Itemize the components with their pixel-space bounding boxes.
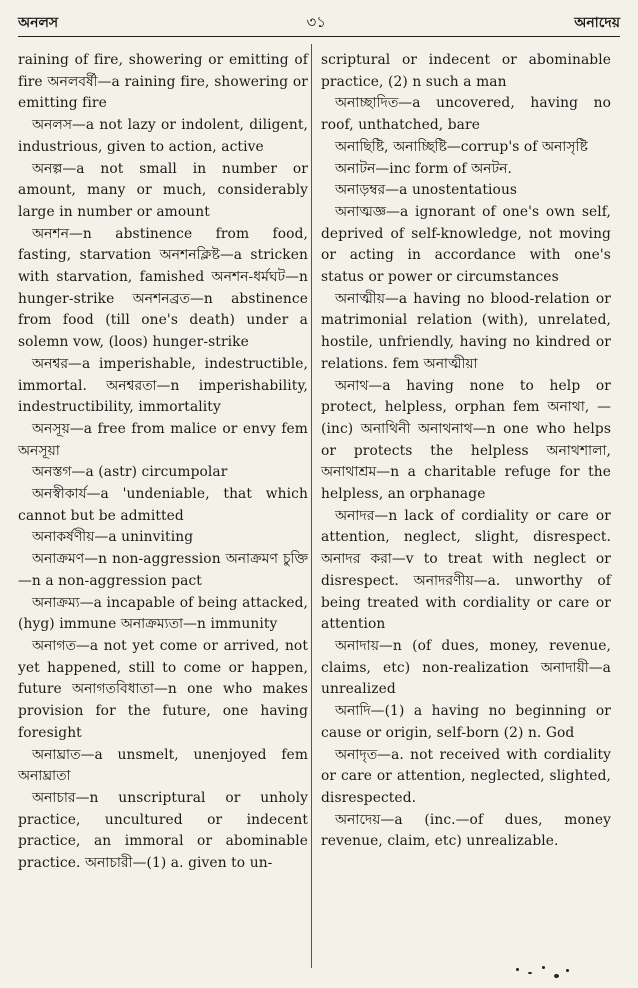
page-number: ৩১ — [306, 12, 326, 31]
header-first-word: অনলস — [18, 15, 59, 31]
print-specks — [508, 962, 578, 982]
right-column — [321, 50, 611, 978]
header-last-word: অনাদেয় — [574, 15, 620, 31]
dictionary-entry: অনাদি—(1) a having no beginning or cause or origin, self-born (2) n. God — [321, 703, 611, 741]
dictionary-entry: অনসূয়—a free from malice or envy fem অনসূয়া — [18, 420, 308, 459]
dictionary-entry: raining of fire, showering or emitting of fire অনলবর্ষী—a raining fire, showering or emitting fire — [18, 52, 308, 112]
dictionary-entry: অনাক্রমণ—n non-aggression অনাক্রমণ চুক্তি—n a non-aggression pact — [18, 551, 308, 589]
dictionary-entry: অনাত্মজ্ঞ—a ignorant of one's own self, deprived of self-knowledge, not moving or acting in accordance with one's status or power or circumstances — [321, 203, 611, 286]
dictionary-entry: অনাঘ্রাত—a unsmelt, unenjoyed fem অনাঘ্রাতা — [18, 746, 308, 785]
left-column — [18, 50, 308, 978]
dictionary-entry: অনাত্মীয়—a having no blood-relation or matrimonial relation (with), unrelated, hostile, unfriendly, having no kindred or relations. fem অনাত্মীয়া — [321, 290, 611, 372]
dictionary-entry: অনাকর্ষণীয়—a uninviting — [32, 529, 194, 546]
dictionary-entry: অনাদৃত—a. not received with cordiality or care or attention, neglected, slighted, disrespected. — [321, 746, 611, 806]
dictionary-entry: অনস্তগ—a (astr) circumpolar — [32, 464, 228, 481]
page-header — [18, 10, 620, 37]
dictionary-entry: অনলস—a not lazy or indolent, diligent, industrious, given to action, active — [18, 117, 308, 155]
dictionary-entry: অনশ্বর—a imperishable, indestructible, immortal. অনশ্বরতা—n imperishability, indestructibility, immortality — [18, 355, 308, 416]
dictionary-entry: অনাদেয়—a (inc.—of dues, money revenue, claim, etc) unrealizable. — [321, 811, 611, 850]
dictionary-entry: অনাগত—a not yet come or arrived, not yet happened, still to come or happen, future অনাগতবিধাতা—n one who makes provision for the future, one having foresight — [18, 637, 308, 741]
dictionary-entry: অনাদর—n lack of cordiality or care or attention, neglect, slight, disrespect. অনাদর করা—v to treat with neglect or disrespect. অনাদরণীয়—a. unworthy of being treated with cordiality or care or attention — [321, 507, 611, 633]
dictionary-entry: অনাদায়—n (of dues, money, revenue, claims, etc) non-realization অনাদায়ী—a unrealized — [321, 637, 611, 698]
dictionary-entry: অনাড়ম্বর—a unostentatious — [335, 182, 518, 199]
dictionary-entry: অনল্প—a not small in number or amount, many or much, considerably large in number or amount — [18, 160, 308, 220]
dictionary-entry: অনস্বীকার্য—a 'undeniable, that which cannot but be admitted — [18, 486, 308, 524]
dictionary-entry: scriptural or indecent or abominable practice, (2) n such a man — [321, 52, 611, 90]
dictionary-entry: অনাছিষ্টি, অনাচ্ছিষ্টি—corrup's of অনাসৃষ্টি — [335, 138, 588, 155]
dictionary-entry: অনাচ্ছাদিত—a uncovered, having no roof, unthatched, bare — [321, 95, 611, 134]
column-divider — [311, 44, 312, 968]
dictionary-entry: অনাথ—a having none to help or protect, helpless, orphan fem অনাথা, —(inc) অনাথিনী অনাথনাথ—n one who helps or protects the helpless অনাথশালা, অনাথাশ্রম—n a charitable refuge for the helpless, an orphanage — [321, 377, 611, 503]
dictionary-entry: অনশন—n abstinence from food, fasting, starvation অনশনক্লিষ্ট—a stricken with starvation, famished অনশন-ধর্মঘট—n hunger-strike অনশনব্রত—n abstinence from food (till one's death) under a solemn vow, (loos) hunger-strike — [18, 225, 308, 351]
dictionary-entry: অনাটন—inc form of অনটন. — [335, 160, 512, 177]
dictionary-entry: অনাক্রম্য—a incapable of being attacked, (hyg) immune অনাক্রম্যতা—n immunity — [18, 594, 308, 633]
dictionary-entry: অনাচার—n unscriptural or unholy practice, uncultured or indecent practice, an immoral or abominable practice. অনাচারী—(1) a. given to un- — [18, 789, 308, 872]
